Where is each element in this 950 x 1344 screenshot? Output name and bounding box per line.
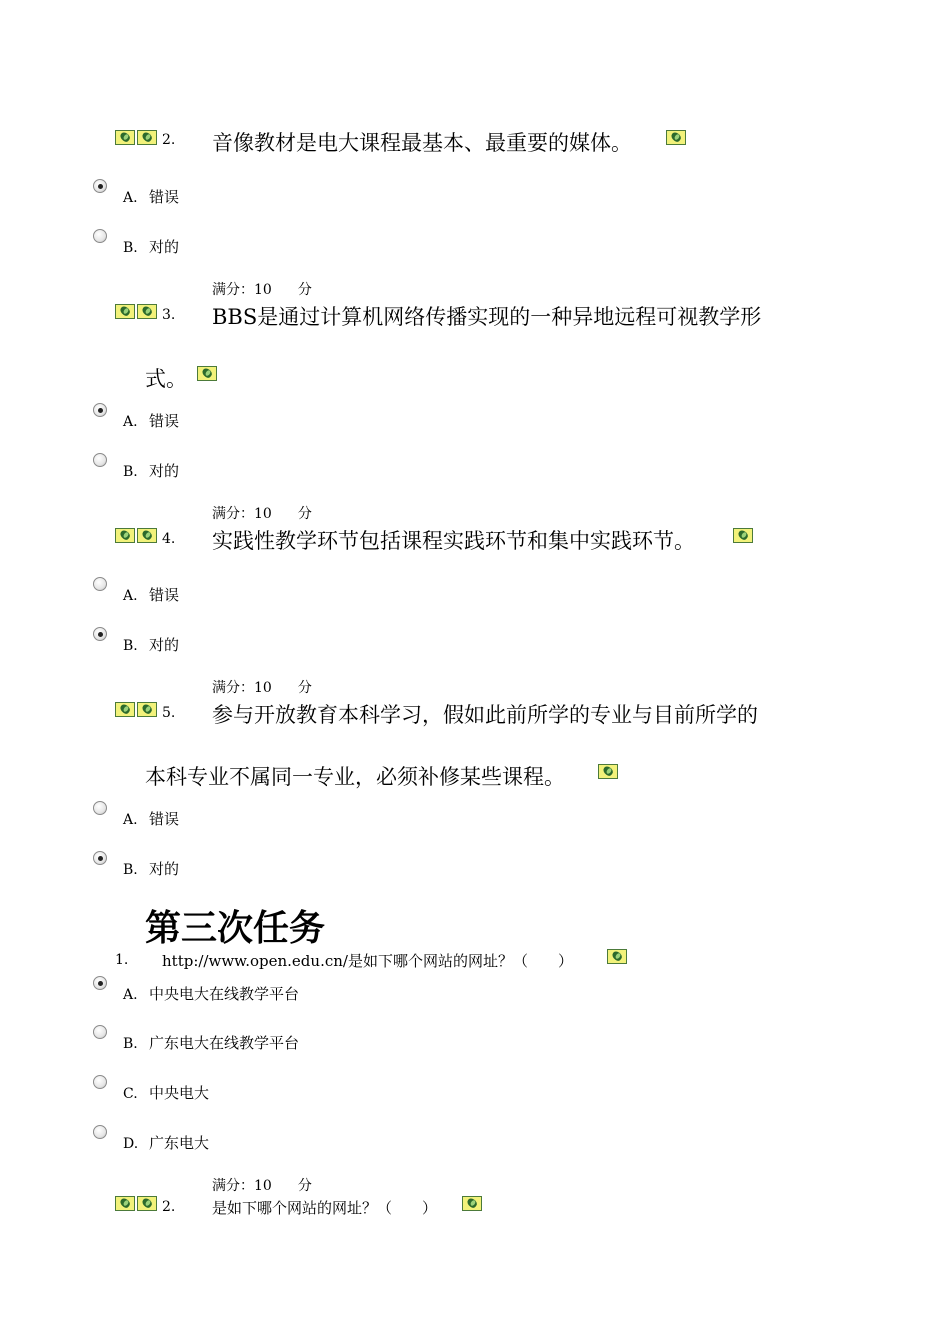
option-radio-a[interactable] xyxy=(93,577,107,591)
option-radio-b[interactable] xyxy=(93,851,107,865)
question-number: 4. xyxy=(162,531,176,547)
section-title: 第三次任务 xyxy=(145,908,326,949)
score-label: 满分：10 分 xyxy=(212,1178,312,1194)
option-b: B. 对的 xyxy=(123,860,180,878)
option-a: A. 中央电大在线教学平台 xyxy=(123,985,300,1003)
option-radio-a[interactable] xyxy=(93,179,107,193)
pencil-icon xyxy=(115,130,135,145)
question-status-icons xyxy=(115,702,157,717)
pencil-icon xyxy=(115,304,135,319)
question-text-line1: 参与开放教育本科学习，假如此前所学的专业与目前所学的 xyxy=(212,703,758,727)
option-radio-a[interactable] xyxy=(93,403,107,417)
option-a: A. 错误 xyxy=(123,188,180,206)
option-radio-b[interactable] xyxy=(93,453,107,467)
question-text-line2: 式。 xyxy=(145,367,187,391)
pencil-icon xyxy=(137,1196,157,1211)
option-radio-b[interactable] xyxy=(93,627,107,641)
question-status-icons xyxy=(115,130,157,145)
question-number: 1. xyxy=(115,952,129,968)
option-radio-a[interactable] xyxy=(93,801,107,815)
question-number: 2. xyxy=(162,1199,176,1215)
score-label: 满分：10 分 xyxy=(212,680,312,696)
question-number: 2. xyxy=(162,132,176,148)
question-text: 音像教材是电大课程最基本、最重要的媒体。 xyxy=(212,131,632,155)
option-b: B. 对的 xyxy=(123,462,180,480)
pencil-icon[interactable] xyxy=(733,528,753,543)
pencil-icon xyxy=(137,304,157,319)
score-label: 满分：10 分 xyxy=(212,506,312,522)
pencil-icon xyxy=(115,528,135,543)
question-number: 5. xyxy=(162,705,176,721)
pencil-icon[interactable] xyxy=(666,130,686,145)
question-text-line2: 本科专业不属同一专业，必须补修某些课程。 xyxy=(145,765,565,789)
pencil-icon xyxy=(115,1196,135,1211)
option-c: C. 中央电大 xyxy=(123,1084,210,1102)
pencil-icon[interactable] xyxy=(462,1196,482,1211)
option-b: B. 广东电大在线教学平台 xyxy=(123,1034,300,1052)
pencil-icon[interactable] xyxy=(197,366,217,381)
option-radio-b[interactable] xyxy=(93,229,107,243)
question-status-icons xyxy=(115,304,157,319)
option-radio-d[interactable] xyxy=(93,1125,107,1139)
question-number: 3. xyxy=(162,307,176,323)
question-text-line1: BBS是通过计算机网络传播实现的一种异地远程可视教学形 xyxy=(212,305,762,329)
pencil-icon xyxy=(137,528,157,543)
option-b: B. 对的 xyxy=(123,636,180,654)
option-a: A. 错误 xyxy=(123,586,180,604)
pencil-icon xyxy=(137,702,157,717)
option-radio-b[interactable] xyxy=(93,1025,107,1039)
option-a: A. 错误 xyxy=(123,412,180,430)
score-label: 满分：10 分 xyxy=(212,282,312,298)
question-text: 实践性教学环节包括课程实践环节和集中实践环节。 xyxy=(212,529,695,553)
option-radio-a[interactable] xyxy=(93,976,107,990)
question-text: http://www.open.edu.cn/是如下哪个网站的网址？（ ） xyxy=(162,952,573,970)
question-status-icons xyxy=(115,528,157,543)
pencil-icon xyxy=(137,130,157,145)
question-text: 是如下哪个网站的网址？（ ） xyxy=(212,1199,438,1217)
pencil-icon xyxy=(115,702,135,717)
option-radio-c[interactable] xyxy=(93,1075,107,1089)
option-a: A. 错误 xyxy=(123,810,180,828)
question-status-icons xyxy=(115,1196,157,1211)
option-b: B. 对的 xyxy=(123,238,180,256)
option-d: D. 广东电大 xyxy=(123,1134,210,1152)
pencil-icon[interactable] xyxy=(607,949,627,964)
pencil-icon[interactable] xyxy=(598,764,618,779)
